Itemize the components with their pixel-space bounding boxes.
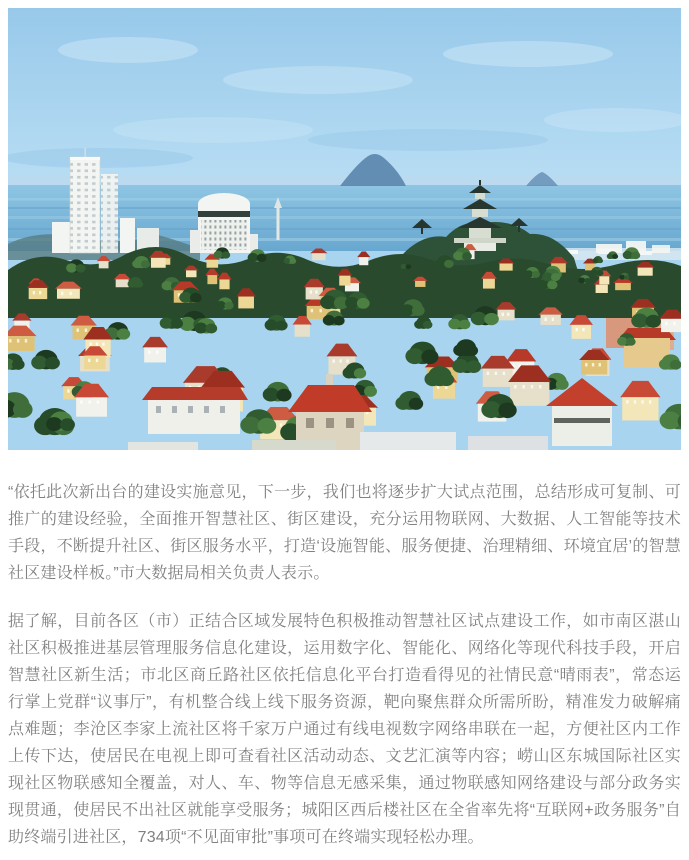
bottom-rooftop — [252, 440, 336, 450]
spire — [277, 206, 280, 240]
qingdao-cityscape-illustration — [8, 8, 681, 450]
antenna — [85, 148, 86, 157]
sky-layer — [8, 8, 681, 190]
paragraph-district-details: 据了解，目前各区（市）正结合区域发展特色积极推动智慧社区试点建设工作，如市南区湛山社区积极推进基层管理服务信息化建设，运用数字化、智能化、网络化等现代科技手段，开启智慧社区新生活；市北区商丘路社区依托信息化平台打造看得见的社情民意“晴雨表”，常态运行掌上党群“议事厅”，有机整合线上线下服务资源，靶向聚焦群众所需所盼，精准发力破解痛点难题；李沧区李家上流社区将千家万户通过有线电视数字网络串联在一起，方便社区内工作上传下达，使居民在电视上即可查看社区活动动态、文艺汇演等内容；崂山区东城国际社区实现社区物联感知全覆盖，对人、车、物等信息无感采集，通过物联感知网络建设与部分政务实现贯通，使居民不出社区就能享受服务；城阳区西后楼社区在全省率先将“互联网+政务服务”自助终端引进社区，734项“不见面审批”事项可在终端实现轻松办理。 — [8, 613, 681, 846]
hotel-dark-band — [198, 211, 250, 217]
pyramid-roof-building — [552, 406, 612, 446]
paragraph-official-quote: “依托此次新出台的建设实施意见，下一步，我们也将逐步扩大试点范围，总结形成可复制、可推广的建设经验，全面推开智慧社区、街区建设，充分运用物联网、大数据、人工智能等技术手段，不断提升社区、街区服务水平，打造‘设施智能、服务便捷、治理精细、环境宜居’的智慧社区建设样板。”市大数据局相关负责人表示。 — [8, 484, 681, 582]
white-row-building — [148, 400, 240, 434]
office-slab — [120, 218, 135, 253]
bottom-rooftop — [360, 432, 456, 450]
bottom-rooftop — [468, 436, 548, 450]
article-body — [8, 479, 681, 851]
skyscraper-annex — [101, 174, 118, 253]
white-row-roof — [142, 387, 248, 400]
bottom-rooftop — [128, 442, 198, 450]
skyscraper — [70, 157, 100, 253]
city-photo — [8, 8, 681, 450]
office-slab — [52, 222, 70, 253]
article-page — [0, 8, 689, 851]
